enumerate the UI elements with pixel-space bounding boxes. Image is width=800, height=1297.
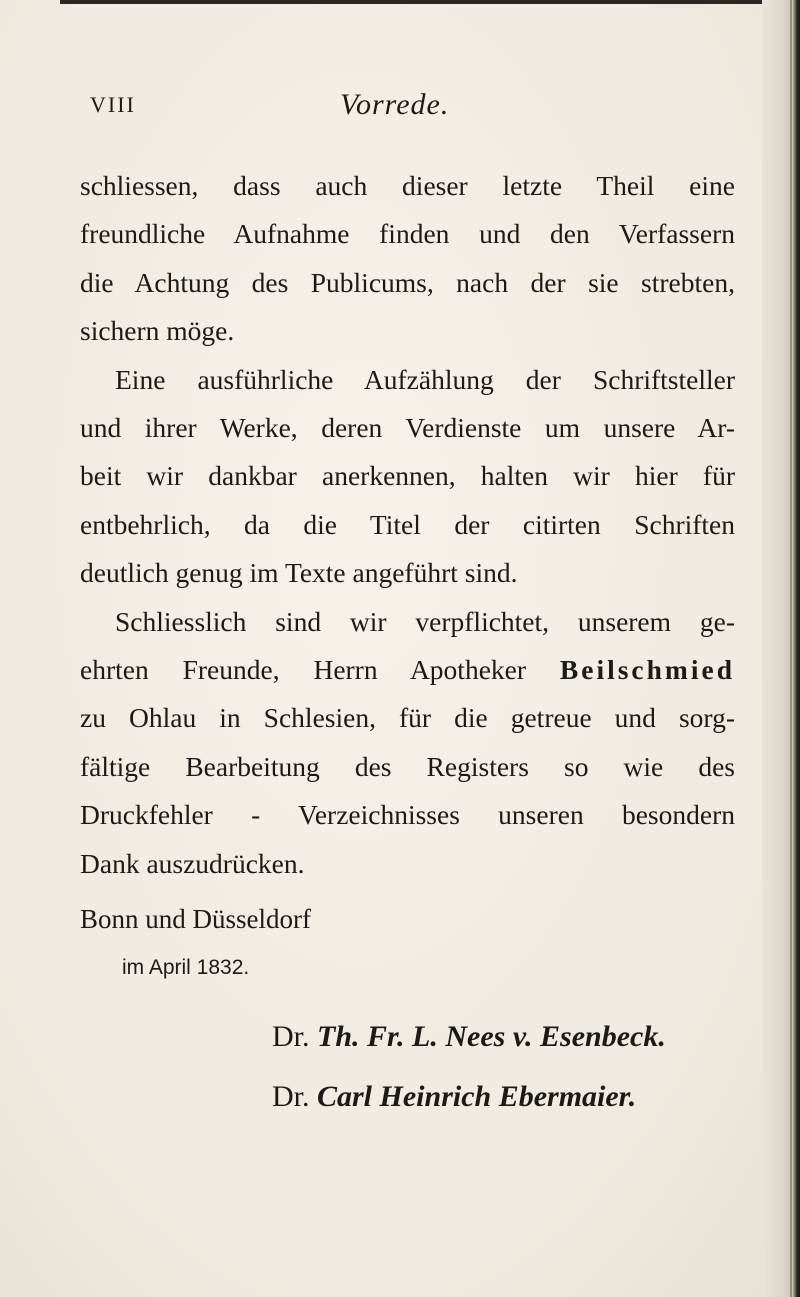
text-line: schliessen, dass auch dieser letzte Theil eine	[80, 170, 735, 201]
text-line: fältige Bearbeitung des Registers so wie des	[80, 750, 735, 782]
text-line: Eine ausführliche Aufzählung der Schriftsteller	[115, 363, 735, 395]
text-line	[80, 646, 735, 694]
text-line: die Achtung des Publicums, nach der sie strebten,	[80, 266, 735, 298]
text-line: deutlich genug im Texte angeführt sind.	[80, 557, 518, 589]
text-line: sichern möge.	[80, 315, 235, 347]
signature-nees	[272, 1020, 666, 1054]
name-beilschmied: Beilschmied	[559, 654, 735, 686]
top-rule	[60, 0, 800, 4]
page-edge-line	[790, 0, 792, 1297]
closing-date: im April 1832.	[122, 956, 250, 979]
signature-title: Dr.	[272, 1080, 310, 1113]
text-segment: ehrten Freunde, Herrn Apotheker	[80, 654, 560, 686]
preface-text	[80, 162, 735, 888]
page-edge	[762, 0, 800, 1297]
text-line: Dank auszudrücken.	[80, 847, 305, 879]
closing-place: Bonn und Düsseldorf	[80, 904, 311, 934]
page-number: VIII	[90, 92, 136, 117]
text-line: Druckfehler - Verzeichnisses unseren besondern	[80, 799, 735, 831]
page-header	[0, 88, 760, 128]
text-line: beit wir dankbar anerkennen, halten wir hier für	[80, 460, 735, 492]
text-line: freundliche Aufnahme finden und den Verfassern	[80, 218, 735, 250]
signature-title: Dr.	[272, 1020, 310, 1053]
signature-name: Th. Fr. L. Nees v. Esenbeck.	[317, 1020, 666, 1053]
text-line: Schliesslich sind wir verpflichtet, unserem ge-	[115, 605, 735, 637]
text-line: und ihrer Werke, deren Verdienste um unsere Ar-	[80, 412, 735, 444]
running-title: Vorrede.	[340, 88, 450, 121]
text-line: zu Ohlau in Schlesien, für die getreue und sorg-	[80, 702, 735, 734]
signature-name: Carl Heinrich Ebermaier.	[317, 1080, 637, 1113]
signature-ebermaier	[272, 1080, 636, 1114]
text-line: entbehrlich, da die Titel der citirten Schriften	[80, 508, 735, 540]
